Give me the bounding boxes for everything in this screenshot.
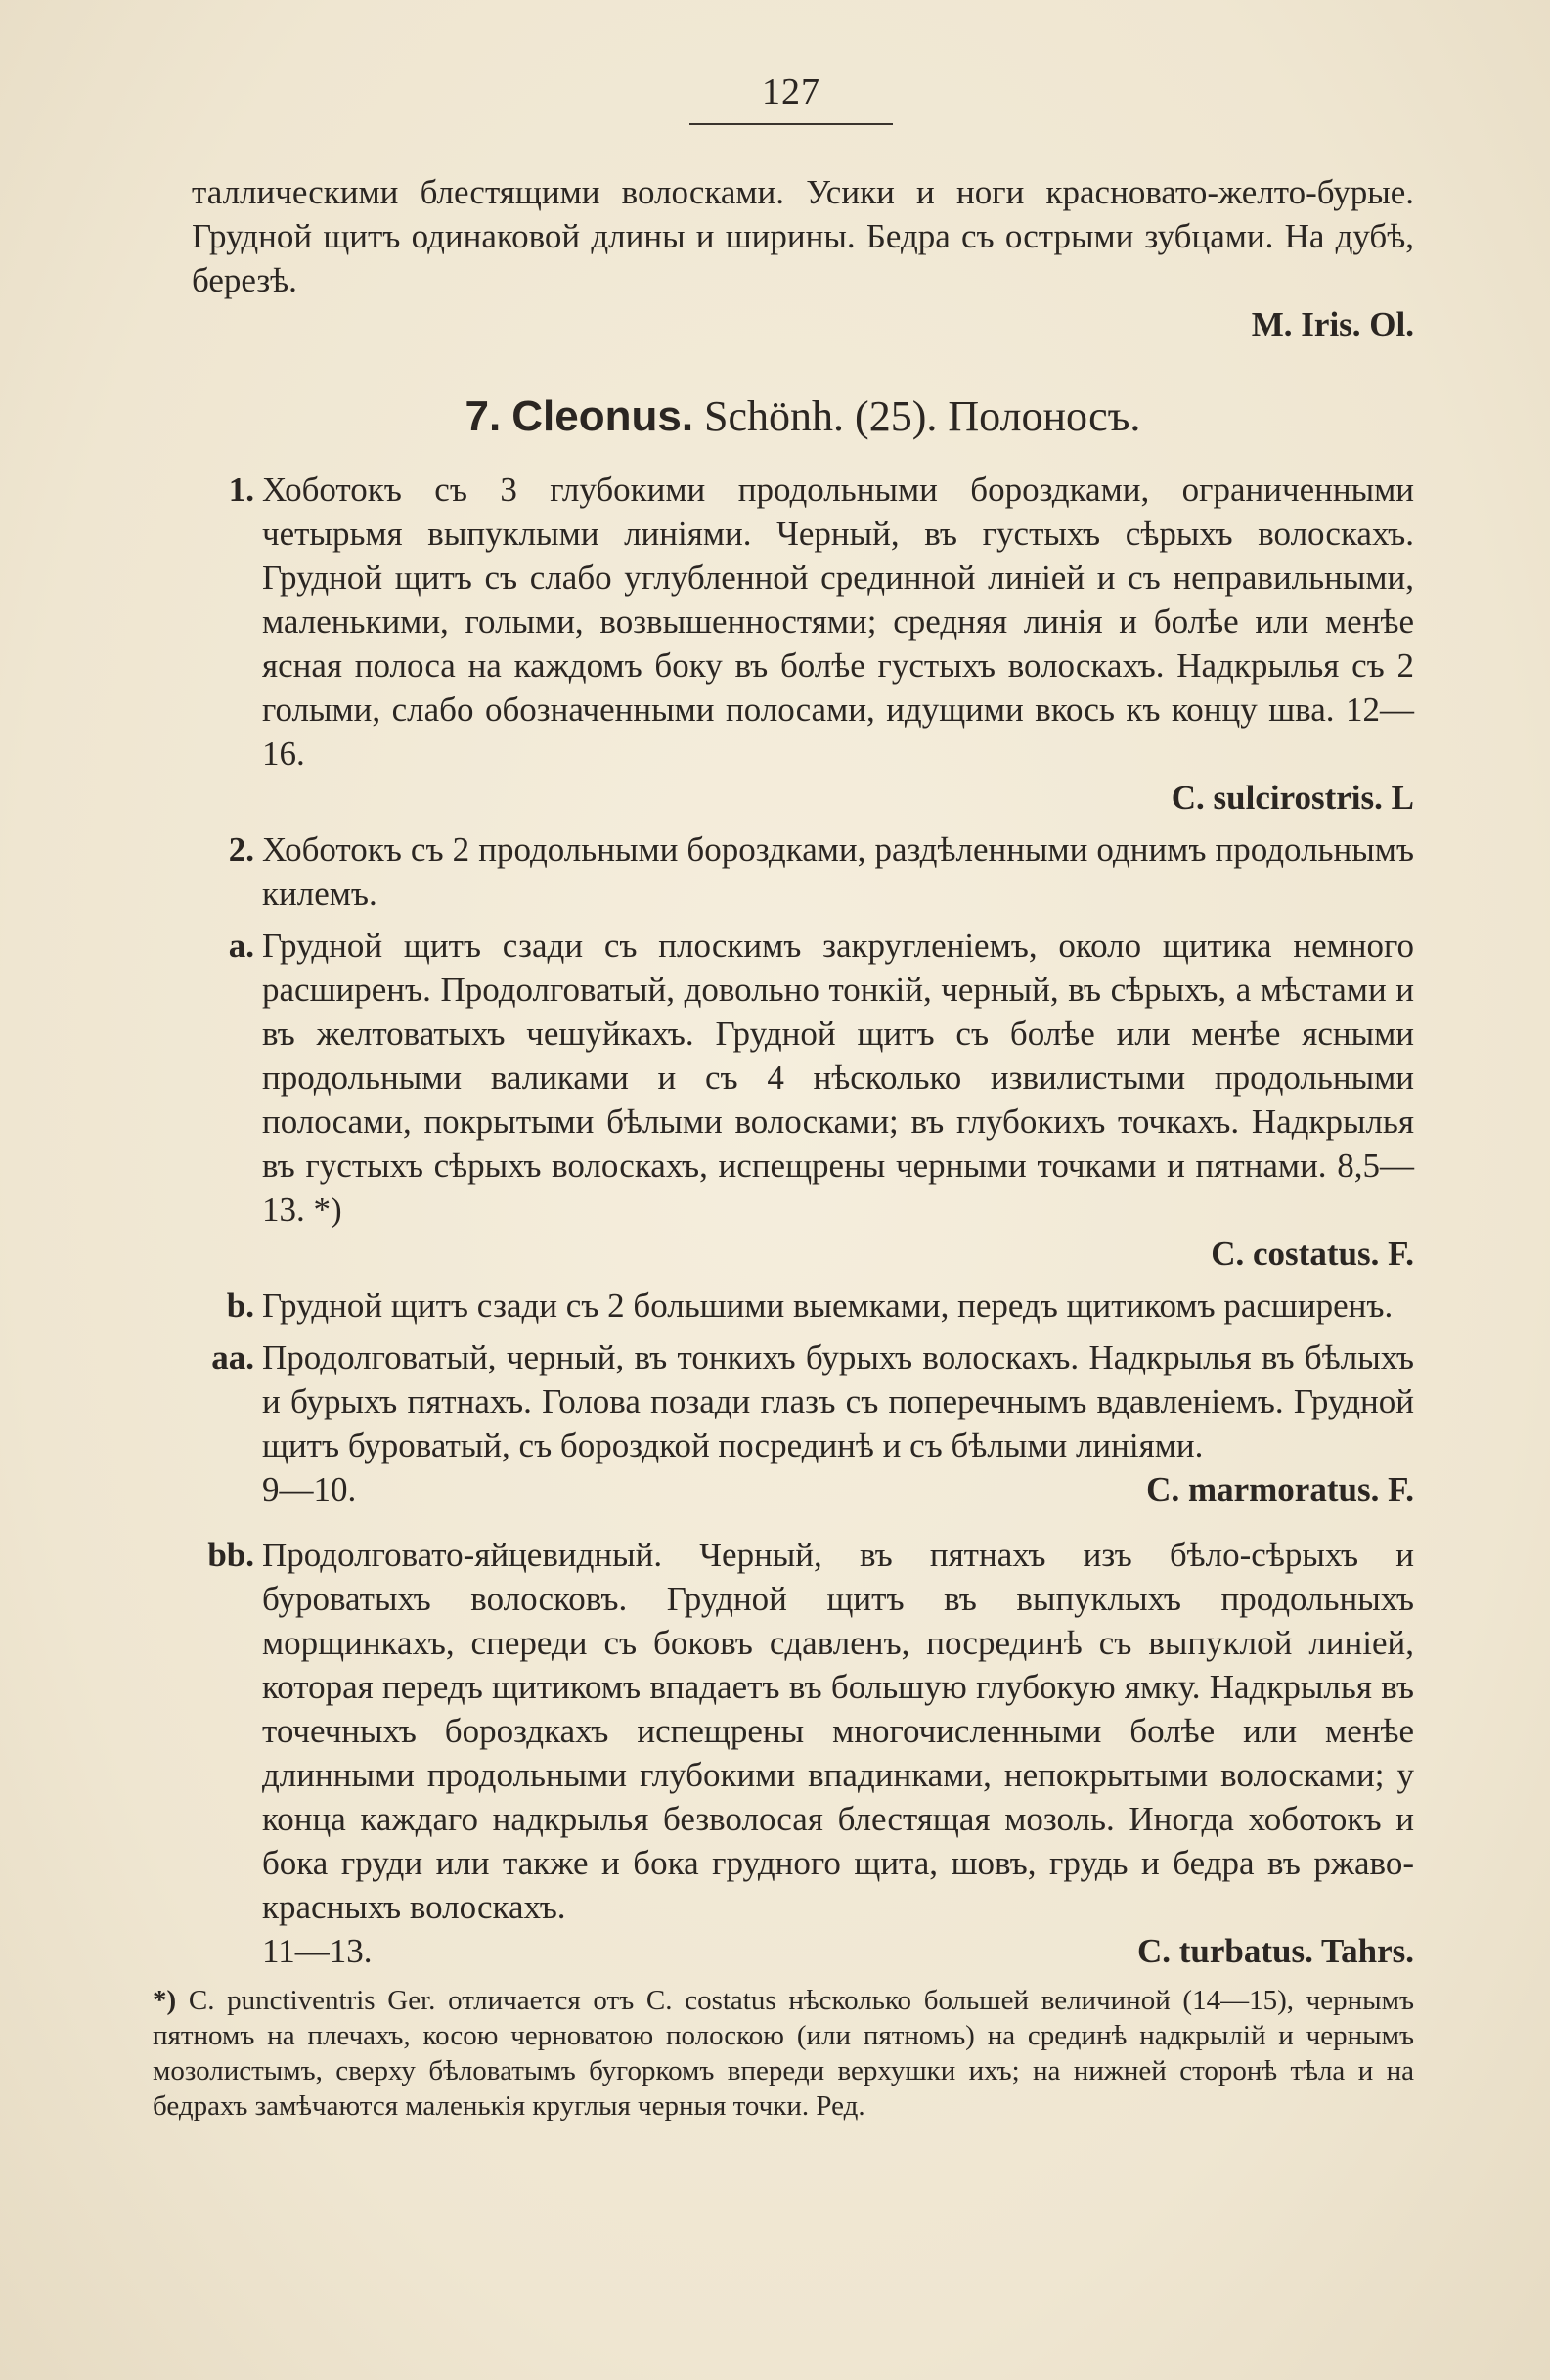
intro-species: M. Iris. Ol. [1251, 305, 1414, 343]
intro-paragraph [192, 170, 1414, 346]
page-number-rule [689, 123, 893, 125]
entry-marker: b. [226, 1286, 254, 1325]
key-entry-2 [192, 828, 1414, 916]
genus-number: 7. [465, 392, 502, 440]
key-entry-b [192, 1283, 1414, 1327]
page-number: 127 [762, 71, 820, 112]
entry-text: Хоботокъ съ 3 глубокими продольными бороздками, ограниченными четырьмя выпуклыми линіями. Черный, въ густыхъ сѣрыхъ волоскахъ. Грудной щитъ съ слабо углубленной срединной линіей и съ неправильными, маленькими, голыми, возвышенностями; средняя линія и болѣе или менѣе ясная полоса на каждомъ боку въ болѣе густыхъ волоскахъ. Надкрылья съ 2 голыми, слабо обозначенными полосами, идущими вкось къ концу шва. 12—16. [262, 471, 1414, 773]
entry-text: Хоботокъ съ 2 продольными бороздками, раздѣленными однимъ продольнымъ килемъ. [262, 831, 1414, 913]
intro-text: таллическими блестящими волосками. Усики и ноги красновато-желто-бурые. Грудной щитъ одинаковой длины и ширины. Бедра съ острыми зубцами. На дубѣ, березѣ. [192, 173, 1414, 299]
entry-text: Грудной щитъ сзади съ 2 большими выемками, передъ щитикомъ расширенъ. [262, 1286, 1394, 1325]
main-text [192, 170, 1414, 1973]
entry-text: Продолговатый, черный, въ тонкихъ бурыхъ волоскахъ. Надкрылья въ бѣлыхъ и бурыхъ пятнахъ. Голова позади глазъ съ поперечнымъ вдавленіемъ. Грудной щитъ буроватый, съ бороздкой посрединѣ и съ бѣлыми линіями. [262, 1338, 1414, 1464]
genus-author: Schönh. [704, 392, 845, 440]
entry-measure: 9—10. [262, 1470, 357, 1508]
key-entry-bb [192, 1533, 1414, 1973]
entry-last-line [262, 1929, 1414, 1973]
entry-text: Продолговато-яйцевидный. Черный, въ пятнахъ изъ бѣло-сѣрыхъ и буроватыхъ волосковъ. Грудной щитъ въ выпуклыхъ продольныхъ морщинкахъ, спереди съ боковъ сдавленъ, посрединѣ съ выпуклой линіей, которая передъ щитикомъ впадаетъ въ большую глубокую ямку. Надкрылья въ точечныхъ бороздкахъ испещрены многочисленными болѣе или менѣе длинными продольными глубокими впадинками, непокрытыми волосками; у конца каждаго надкрылья безволосая блестящая мозоль. Иногда хоботокъ и бока груди или также и бока грудного щита, шовъ, грудь и бедра въ ржаво-красныхъ волоскахъ. [262, 1536, 1414, 1926]
entry-last-line [262, 1467, 1414, 1511]
entry-marker: 1. [228, 471, 254, 509]
entry-marker: 2. [228, 831, 254, 869]
entry-marker: a. [228, 926, 254, 965]
genus-count: (25). [855, 392, 938, 440]
footnote-text: C. punctiventris Ger. отличается отъ C. costatus нѣсколько большей величиной (14—15), чернымъ пятномъ на плечахъ, косою черноватою полоскою (или пятномъ) на срединѣ надкрылій и чернымъ мозолистымъ, сверху бѣловатымъ бугоркомъ впереди верхушки ихъ; на нижней сторонѣ тѣла и на бедрахъ замѣчаются маленькія круглыя черныя точки. Ред. [153, 1985, 1414, 2122]
genus-heading [192, 391, 1414, 442]
entry-species: C. marmoratus. F. [1146, 1470, 1414, 1508]
genus-name: Cleonus. [511, 392, 694, 440]
entry-species: C. costatus. F. [1211, 1235, 1414, 1273]
entry-species: C. turbatus. Tahrs. [1136, 1932, 1414, 1970]
footnote [153, 1983, 1414, 2124]
key-entry-1 [192, 468, 1414, 820]
entry-marker: aa. [211, 1338, 254, 1376]
genus-russian-name: Полоносъ. [948, 392, 1141, 440]
footnote-mark: *) [153, 1985, 177, 2016]
entry-marker: bb. [207, 1536, 254, 1574]
key-entry-a [192, 923, 1414, 1276]
entry-text: Грудной щитъ сзади съ плоскимъ закругленіемъ, около щитика немного расширенъ. Продолговатый, довольно тонкій, черный, въ сѣрыхъ, а мѣстами и въ желтоватыхъ чешуйкахъ. Грудной щитъ съ болѣе или менѣе ясными продольными валиками и съ 4 нѣсколько извилистыми продольными полосами, покрытыми бѣлыми волосками; въ глубокихъ точкахъ. Надкрылья въ густыхъ сѣрыхъ волоскахъ, испещрены черными точками и пятнами. 8,5—13. *) [262, 926, 1414, 1229]
entry-species: C. sulcirostris. L [1171, 779, 1414, 817]
key-entry-aa [192, 1335, 1414, 1511]
entry-measure: 11—13. [262, 1932, 373, 1970]
